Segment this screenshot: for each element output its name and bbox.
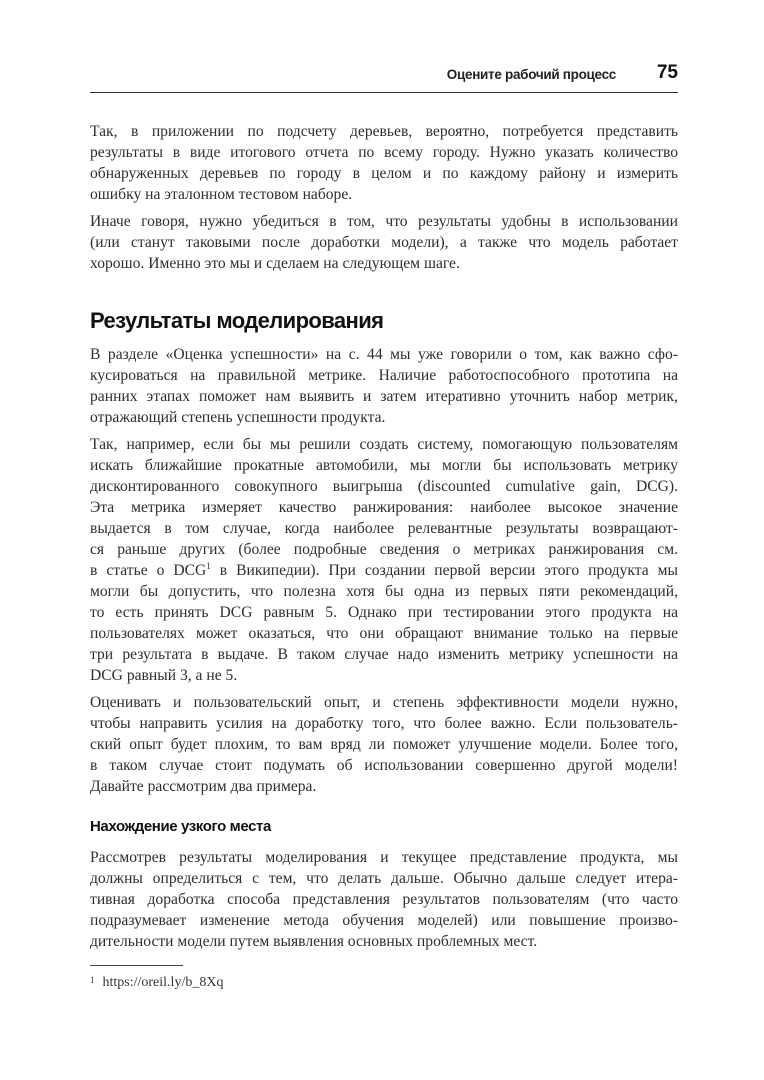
footnote bbox=[90, 975, 223, 991]
text-line bbox=[90, 868, 678, 889]
text-line bbox=[90, 121, 678, 142]
text-line-content: подразумевает изменение метода обучения моделей) или повышение произво- bbox=[90, 912, 678, 929]
running-header bbox=[90, 62, 678, 93]
text-line bbox=[90, 253, 678, 274]
text-line-content: DCG равный 3, а не 5. bbox=[90, 667, 238, 684]
text-line-content: Давайте рассмотрим два примера. bbox=[90, 778, 317, 795]
text-line-content: В разделе «Оценка успешности» на с. 44 мы уже говорили о том, как важно сфо- bbox=[90, 346, 678, 363]
text-line bbox=[90, 476, 678, 497]
text-line-content: ский опыт будет плохим, то вам вряд ли поможет улучшение модели. Более того, bbox=[90, 736, 678, 753]
text-line bbox=[90, 776, 678, 797]
text-line bbox=[90, 623, 678, 644]
text-line-content: ошибку на эталонном тестовом наборе. bbox=[90, 186, 353, 203]
text-line bbox=[90, 910, 678, 931]
text-line bbox=[90, 602, 678, 623]
text-line-content: хорошо. Именно это мы и сделаем на следующем шаге. bbox=[90, 255, 460, 272]
text-line-content: дительности модели путем выявления основных проблемных мест. bbox=[90, 933, 538, 950]
text-line bbox=[90, 386, 678, 407]
text-line-content: Эта метрика измеряет качество ранжирования: наиболее высокое значение bbox=[90, 499, 678, 516]
text-line bbox=[90, 581, 678, 602]
text-line-content: отражающий степень успешности продукта. bbox=[90, 409, 386, 426]
text-line bbox=[90, 560, 678, 581]
text-line-content: могли бы допустить, что полезна хотя бы одна из первых пяти рекомендаций, bbox=[90, 583, 678, 600]
text-line-content: три результата в выдаче. В таком случае надо изменить метрику успешности на bbox=[90, 646, 678, 663]
paragraph bbox=[90, 344, 678, 428]
text-line bbox=[90, 497, 678, 518]
text-line bbox=[90, 755, 678, 776]
text-line bbox=[90, 434, 678, 455]
text-line-content: искать ближайшие прокатные автомобили, мы могли бы использовать метрику bbox=[90, 457, 678, 474]
text-line-content: Так, в приложении по подсчету деревьев, вероятно, потребуется представить bbox=[90, 123, 678, 140]
text-line-content: в таком случае стоит подумать об использовании совершенно другой модели! bbox=[90, 757, 678, 774]
text-line bbox=[90, 644, 678, 665]
text-line bbox=[90, 734, 678, 755]
paragraph bbox=[90, 847, 678, 952]
footnote-link[interactable]: https://oreil.ly/b_8Xq bbox=[102, 975, 224, 990]
text-line-content: должны определиться с тем, что делать дальше. Обычно дальше следует итера- bbox=[90, 870, 678, 887]
footnote-reference[interactable]: 1 bbox=[206, 560, 211, 571]
text-line-content: Рассмотрев результаты моделирования и текущее представление продукта, мы bbox=[90, 849, 678, 866]
text-line-content: ся раньше других (более подробные сведения о метриках ранжирования см. bbox=[90, 541, 678, 558]
paragraph bbox=[90, 692, 678, 797]
text-line bbox=[90, 211, 678, 232]
text-line-content: обнаруженных деревьев по городу в целом и по каждому району и измерить bbox=[90, 165, 678, 182]
subsection-heading: Нахождение узкого места bbox=[90, 818, 271, 835]
text-line bbox=[90, 184, 678, 205]
text-line-content: в статье о DCG bbox=[90, 562, 207, 579]
text-line-content: дисконтированного совокупного выигрыша (discounted cumulative gain, DCG). bbox=[90, 478, 678, 495]
running-title: Оцените рабочий процесс bbox=[446, 67, 616, 82]
text-line bbox=[90, 455, 678, 476]
text-line bbox=[90, 889, 678, 910]
text-line bbox=[90, 232, 678, 253]
text-line bbox=[90, 713, 678, 734]
page-body bbox=[90, 121, 678, 958]
text-line-content: то есть принять DCG равным 5. Однако при тестировании этого продукта на bbox=[90, 604, 678, 621]
paragraph bbox=[90, 121, 678, 205]
text-line-content: пользователях может оказаться, что они обращают внимание только на первые bbox=[90, 625, 678, 642]
text-line-content: (или станут таковыми после доработки модели), а также что модель работает bbox=[90, 234, 678, 251]
text-line bbox=[90, 847, 678, 868]
text-line bbox=[90, 518, 678, 539]
text-line-content: чтобы направить усилия на доработку того, что более важно. Если пользователь- bbox=[90, 715, 678, 732]
footnote-mark: 1 bbox=[90, 975, 95, 985]
text-line bbox=[90, 142, 678, 163]
text-line bbox=[90, 365, 678, 386]
footnote-divider bbox=[90, 965, 183, 966]
text-line-content: Оценивать и пользовательский опыт, и степень эффективности модели нужно, bbox=[90, 694, 678, 711]
text-line-content: Так, например, если бы мы решили создать систему, помогающую пользователям bbox=[90, 436, 678, 453]
text-line bbox=[90, 665, 678, 686]
text-line-content: ранних этапах поможет нам выявить и затем итеративно уточнить набор метрик, bbox=[90, 388, 678, 405]
paragraph bbox=[90, 211, 678, 274]
paragraph bbox=[90, 434, 678, 686]
text-line-content: тивная доработка способа представления результатов пользователям (что часто bbox=[90, 891, 678, 908]
text-line-content: результаты в виде итогового отчета по всему городу. Нужно указать количество bbox=[90, 144, 678, 161]
subsection-paragraphs bbox=[90, 847, 678, 952]
text-line bbox=[90, 692, 678, 713]
text-line-content: кусироваться на правильной метрике. Наличие работоспособного прототипа на bbox=[90, 367, 678, 384]
text-line bbox=[90, 539, 678, 560]
page-number: 75 bbox=[656, 62, 678, 83]
text-line bbox=[90, 407, 678, 428]
text-line bbox=[90, 931, 678, 952]
text-line-content: выдается в том случае, когда наиболее релевантные результаты возвращают- bbox=[90, 520, 678, 537]
intro-paragraphs bbox=[90, 121, 678, 274]
text-line bbox=[90, 163, 678, 184]
text-line bbox=[90, 344, 678, 365]
section-heading: Результаты моделирования bbox=[90, 308, 384, 333]
text-line-content: Иначе говоря, нужно убедиться в том, что результаты удобны в использовании bbox=[90, 213, 678, 230]
section-paragraphs bbox=[90, 344, 678, 797]
text-line-continuation: в Википедии). При создании первой версии этого продукта мы bbox=[210, 562, 678, 579]
